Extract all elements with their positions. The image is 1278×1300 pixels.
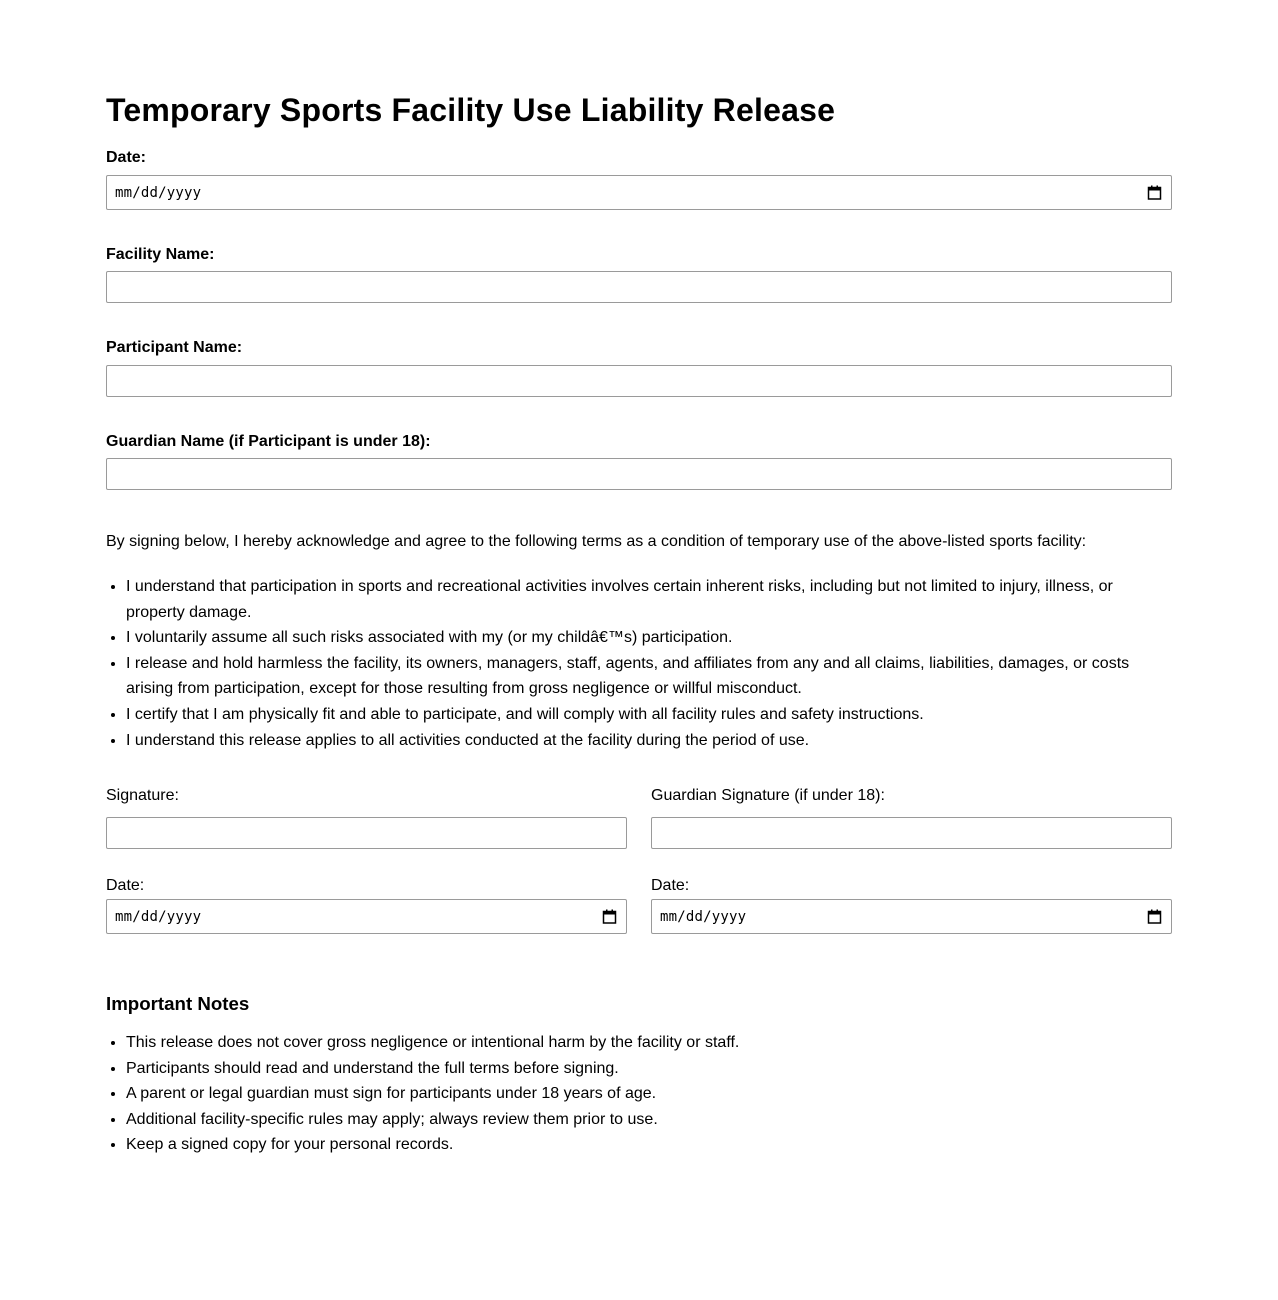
note-item: • Participants should read and understand the full terms before signing. bbox=[126, 1056, 1172, 1082]
signature-input[interactable] bbox=[106, 817, 627, 849]
term-item: • I understand that participation in sports and recreational activities involves certain inherent risks, including but not limited to injury, illness, or property damage. bbox=[126, 574, 1172, 625]
term-item: • I understand this release applies to all activities conducted at the facility during the period of use. bbox=[126, 728, 1172, 754]
date-input[interactable] bbox=[106, 175, 1172, 210]
note-item: • A parent or legal guardian must sign for participants under 18 years of age. bbox=[126, 1081, 1172, 1107]
notes-heading: Important Notes bbox=[106, 993, 250, 1014]
guardian-name-label: Guardian Name (if Participant is under 18): bbox=[106, 433, 431, 450]
participant-name-label: Participant Name: bbox=[106, 339, 243, 356]
guardian-signature-label: Guardian Signature (if under 18): bbox=[651, 787, 885, 804]
guardian-name-input[interactable] bbox=[106, 458, 1172, 490]
term-item: • I certify that I am physically fit and able to participate, and will comply with all facility rules and safety instructions. bbox=[126, 702, 1172, 728]
signature-date-input[interactable] bbox=[106, 899, 627, 934]
term-item: • I voluntarily assume all such risks associated with my (or my childâ€™s) participation. bbox=[126, 625, 1172, 651]
facility-name-label: Facility Name: bbox=[106, 246, 215, 263]
guardian-signature-input[interactable] bbox=[651, 817, 1172, 849]
calendar-icon[interactable] bbox=[602, 909, 617, 924]
date-placeholder: mm/dd/yyyy bbox=[115, 184, 202, 201]
signature-date-label: Date: bbox=[106, 877, 145, 894]
term-item: • I release and hold harmless the facility, its owners, managers, staff, agents, and affiliates from any and all claims, liabilities, damages, or costs arising from participation, except for those resulting from gross negligence or willful misconduct. bbox=[126, 651, 1172, 702]
signature-label: Signature: bbox=[106, 787, 179, 804]
agreement-intro: By signing below, I hereby acknowledge and agree to the following terms as a condition of temporary use of the above-listed sports facility: bbox=[106, 533, 1087, 550]
participant-name-input[interactable] bbox=[106, 365, 1172, 397]
facility-name-input[interactable] bbox=[106, 271, 1172, 303]
calendar-icon[interactable] bbox=[1147, 909, 1162, 924]
signature-date-placeholder: mm/dd/yyyy bbox=[115, 908, 202, 925]
terms-list bbox=[106, 574, 1172, 753]
note-item: • Additional facility-specific rules may apply; always review them prior to use. bbox=[126, 1107, 1172, 1133]
guardian-date-placeholder: mm/dd/yyyy bbox=[660, 908, 747, 925]
guardian-date-label: Date: bbox=[651, 877, 690, 894]
calendar-icon[interactable] bbox=[1147, 185, 1162, 200]
date-label: Date: bbox=[106, 149, 147, 166]
note-item: • This release does not cover gross negligence or intentional harm by the facility or staff. bbox=[126, 1030, 1172, 1056]
note-item: • Keep a signed copy for your personal records. bbox=[126, 1132, 1172, 1158]
guardian-date-input[interactable] bbox=[651, 899, 1172, 934]
page-title: Temporary Sports Facility Use Liability Release bbox=[106, 92, 836, 128]
notes-list bbox=[106, 1030, 1172, 1158]
